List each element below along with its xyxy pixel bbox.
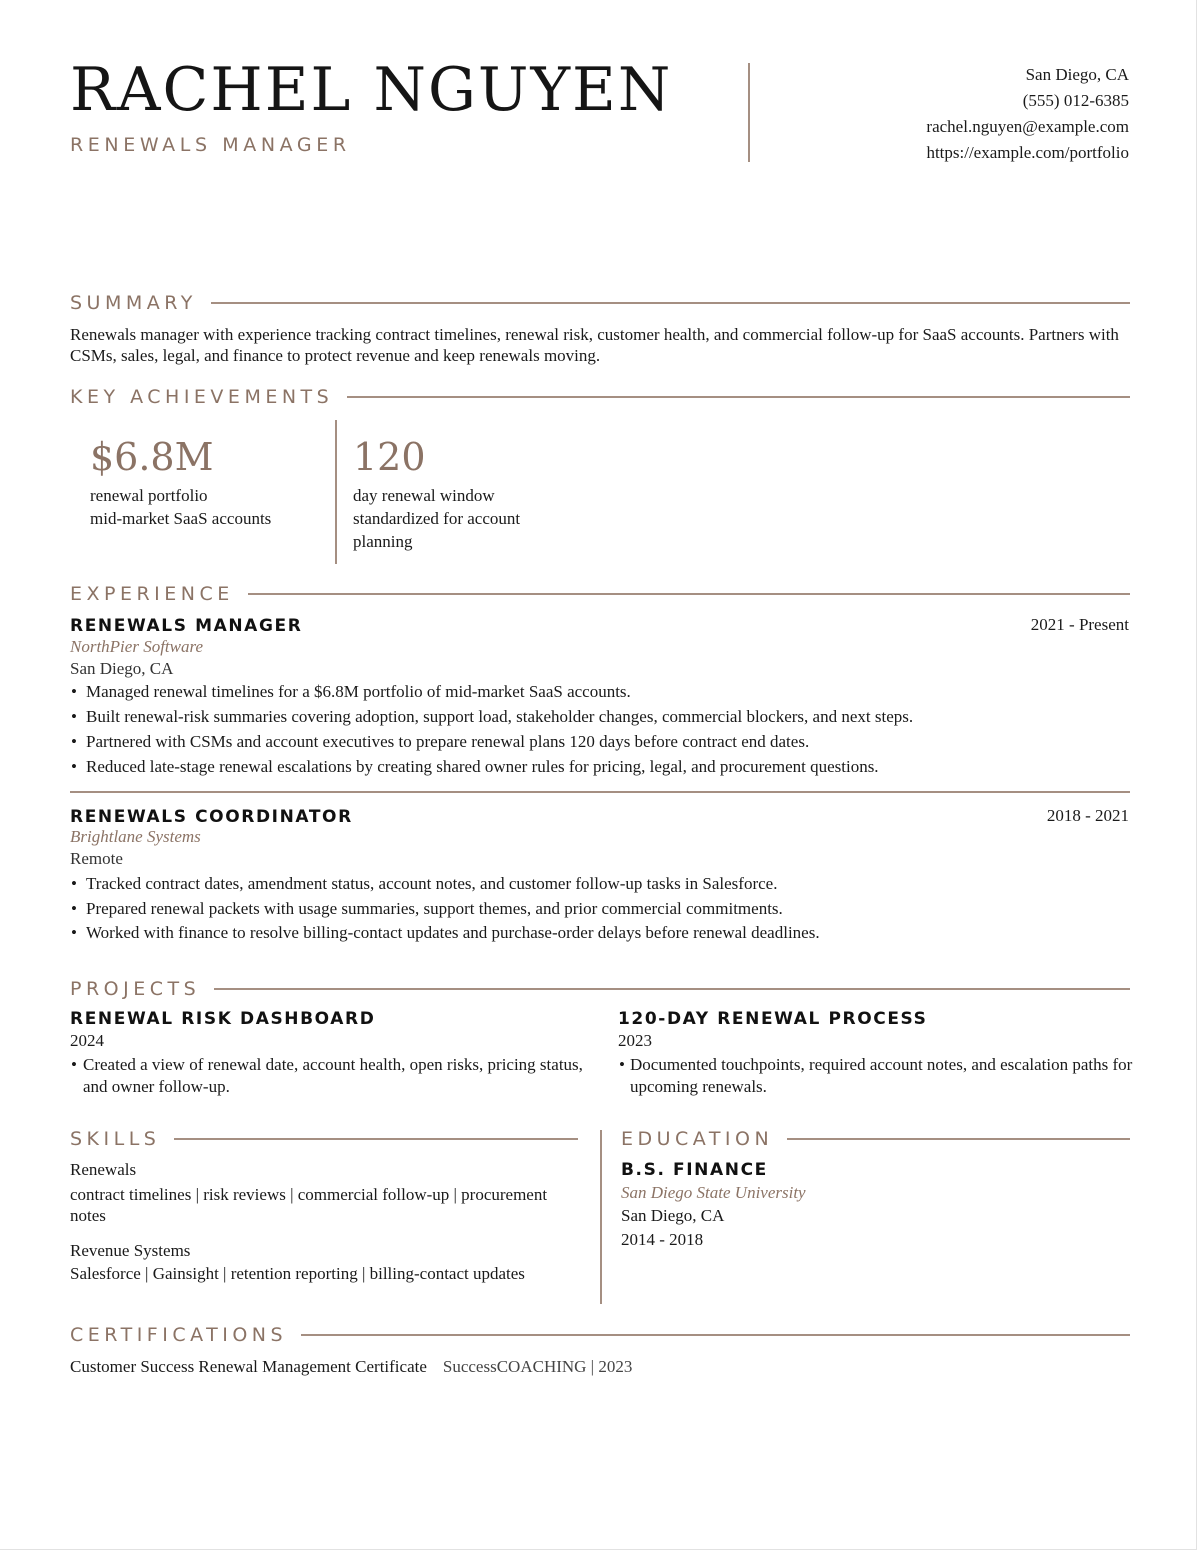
section-rule <box>211 302 1130 304</box>
achievement-line: mid-market SaaS accounts <box>90 509 272 528</box>
skill-list: Salesforce | Gainsight | retention reporting | billing-contact updates <box>70 1264 525 1283</box>
contact-website[interactable]: https://example.com/portfolio <box>926 143 1129 162</box>
achievement-line: standardized for account <box>353 509 521 528</box>
bullet-item: • Documented touchpoints, required account notes, and escalation paths for upcoming renewals. <box>618 1054 1133 1098</box>
certification-entry <box>70 1357 632 1377</box>
achievements-heading <box>70 385 1130 409</box>
job-location: San Diego, CA <box>70 659 174 678</box>
section-rule <box>248 593 1130 595</box>
job-title-headline: RENEWALS MANAGER <box>70 134 351 156</box>
project-year: 2023 <box>618 1031 652 1050</box>
certifications-heading <box>70 1323 1130 1347</box>
job-title: RENEWALS COORDINATOR <box>70 807 353 827</box>
skills-heading <box>70 1127 578 1151</box>
job-bullets <box>70 682 1132 782</box>
achievement-line: planning <box>353 532 413 551</box>
bullet-item: • Built renewal-risk summaries covering adoption, support load, stakeholder changes, commercial blockers, and next steps. <box>70 707 1132 732</box>
bullet-item: • Worked with finance to resolve billing-contact updates and purchase-order delays before renewal deadlines. <box>70 923 1132 947</box>
summary-text: Renewals manager with experience tracking contract timelines, renewal risk, customer health, and commercial follow-up for SaaS accounts. Partners with CSMs, sales, legal, and finance to protect revenue and keep renewals moving. <box>70 325 1119 365</box>
job-title: RENEWALS MANAGER <box>70 616 303 636</box>
project-bullets <box>618 1054 1133 1098</box>
school-name: San Diego State University <box>621 1183 806 1202</box>
bullet-item: • Created a view of renewal date, account health, open risks, pricing status, and owner follow-up. <box>70 1054 590 1098</box>
achievement-card <box>353 432 520 553</box>
summary-heading <box>70 291 1130 315</box>
achievement-description <box>353 484 520 553</box>
job-dates: 2018 - 2021 <box>1046 806 1129 825</box>
company-name: NorthPier Software <box>70 637 204 656</box>
section-rule <box>787 1138 1130 1140</box>
experience-heading-label: EXPERIENCE <box>70 583 234 605</box>
school-location: San Diego, CA <box>621 1206 725 1225</box>
achievement-description <box>90 484 271 530</box>
job-bullets <box>70 874 1132 947</box>
project-bullets <box>70 1054 590 1098</box>
column-divider <box>600 1130 602 1304</box>
section-rule <box>214 988 1130 990</box>
bullet-item: • Partnered with CSMs and account executives to prepare renewal plans 120 days before contract end dates. <box>70 732 1132 757</box>
skills-heading-label: SKILLS <box>70 1128 161 1150</box>
experience-heading <box>70 582 1130 606</box>
achievements-heading-label: KEY ACHIEVEMENTS <box>70 386 334 408</box>
skill-list: contract timelines | risk reviews | commercial follow-up | procurement notes <box>70 1185 548 1225</box>
candidate-name: RACHEL NGUYEN <box>70 55 673 125</box>
company-name: Brightlane Systems <box>70 827 201 846</box>
job-dates: 2021 - Present <box>1030 615 1129 634</box>
achievement-line: renewal portfolio <box>90 486 208 505</box>
contact-block <box>926 62 1129 166</box>
degree: B.S. FINANCE <box>621 1160 768 1180</box>
contact-phone[interactable]: (555) 012-6385 <box>1022 91 1129 110</box>
bullet-item: • Prepared renewal packets with usage summaries, support themes, and prior commercial commitments. <box>70 899 1132 923</box>
projects-heading-label: PROJECTS <box>70 978 201 1000</box>
section-rule <box>301 1334 1130 1336</box>
project-title: RENEWAL RISK DASHBOARD <box>70 1009 376 1029</box>
achievement-line: day renewal window <box>353 486 495 505</box>
education-heading <box>621 1127 1130 1151</box>
section-rule <box>347 396 1130 398</box>
education-dates: 2014 - 2018 <box>621 1230 704 1249</box>
certification-issuer: SuccessCOACHING | 2023 <box>442 1357 633 1376</box>
bullet-item: • Tracked contract dates, amendment status, account notes, and customer follow-up tasks in Salesforce. <box>70 874 1132 899</box>
certifications-heading-label: CERTIFICATIONS <box>70 1324 288 1346</box>
achievement-card <box>90 432 271 530</box>
summary-heading-label: SUMMARY <box>70 292 197 314</box>
project-title: 120-DAY RENEWAL PROCESS <box>618 1009 928 1029</box>
header-divider <box>748 63 750 162</box>
skill-category: Renewals <box>70 1160 137 1179</box>
certification-name: Customer Success Renewal Management Certificate <box>70 1357 427 1376</box>
contact-location: San Diego, CA <box>1025 65 1129 84</box>
bullet-item: • Managed renewal timelines for a $6.8M portfolio of mid-market SaaS accounts. <box>70 682 1132 707</box>
bullet-item: • Reduced late-stage renewal escalations by creating shared owner rules for pricing, legal, and procurement questions. <box>70 757 1132 782</box>
section-rule <box>174 1138 578 1140</box>
achievement-value: 120 <box>353 435 426 479</box>
skill-category: Revenue Systems <box>70 1241 191 1260</box>
achievement-value: $6.8M <box>90 435 214 479</box>
project-year: 2024 <box>70 1031 104 1050</box>
achievement-divider <box>335 420 337 564</box>
education-heading-label: EDUCATION <box>621 1128 774 1150</box>
contact-email[interactable]: rachel.nguyen@example.com <box>926 117 1129 136</box>
projects-heading <box>70 977 1130 1001</box>
job-location: Remote <box>70 849 123 868</box>
job-separator <box>70 791 1130 793</box>
